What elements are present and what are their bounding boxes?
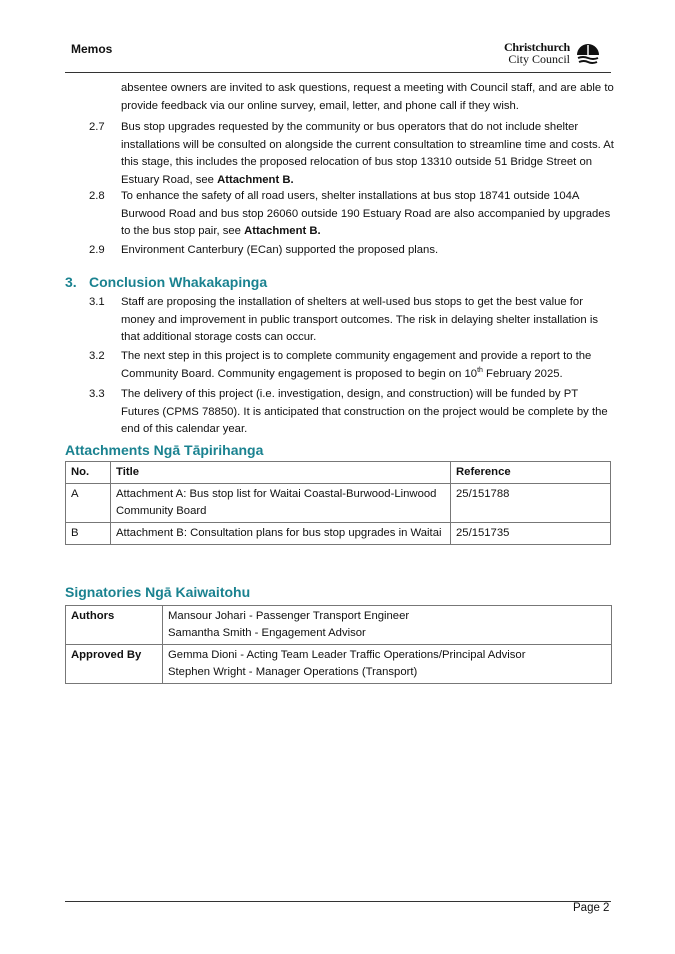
council-logo: [497, 41, 601, 67]
paragraph-text: Bus stop upgrades requested by the community or bus operators that do not include shelter installations will be consulted on alongside the current consultation to streamline time and costs. At this stage, this includes the proposed relocation of bus stop 13310 outside 51 Bridge Street on Estuary Road, see: [121, 121, 614, 186]
paragraph-number: 3.3: [89, 388, 105, 400]
lead-paragraph: absentee owners are invited to ask questions, request a meeting with Council staff, and are able to provide feedback via our online survey, email, letter, and phone call if they wish.: [121, 82, 614, 112]
signatory-line: Mansour Johari - Passenger Transport Engineer: [168, 610, 410, 622]
section-3-heading: [65, 274, 267, 290]
signatory-names: [163, 645, 612, 684]
signatories-table: [65, 605, 612, 684]
paragraph-2-7: [121, 119, 616, 189]
table-row: [66, 645, 612, 684]
table-cell: 25/151735: [451, 523, 611, 545]
paragraph-number: 3.1: [89, 296, 105, 308]
paragraph-2-8: [121, 188, 616, 241]
document-header-title: Memos: [71, 42, 113, 56]
table-header-row: [66, 462, 611, 484]
page-number: Page 2: [573, 902, 610, 914]
table-cell: A: [66, 484, 111, 523]
paragraph-number: 2.8: [89, 190, 105, 202]
paragraph-text: The next step in this project is to complete community engagement and provide a report to the Community Board. Community engagement is proposed to begin on 10: [121, 350, 592, 380]
table-row: [66, 523, 611, 545]
paragraph-3-2: [121, 348, 616, 383]
column-header: Reference: [451, 462, 611, 484]
signatory-role: Approved By: [66, 645, 163, 684]
table-cell: 25/151788: [451, 484, 611, 523]
table-row: [66, 606, 612, 645]
paragraph-3-3: The delivery of this project (i.e. investigation, design, and construction) will be funded by PT Futures (CPMS 78850). It is anticipated that construction on the project would be complete by the end of this calendar year.: [121, 388, 608, 435]
paragraph-number: 2.9: [89, 244, 105, 256]
paragraph-number: 2.7: [89, 121, 105, 133]
attachments-heading: Attachments Ngā Tāpirihanga: [65, 442, 264, 458]
signatories-heading: Signatories Ngā Kaiwaitohu: [65, 584, 251, 600]
attachment-reference: Attachment B.: [217, 173, 294, 186]
section-title: Conclusion Whakakapinga: [89, 274, 268, 290]
signatory-line: Samantha Smith - Engagement Advisor: [168, 627, 366, 639]
council-logo-icon: [575, 41, 601, 67]
header-divider: [65, 72, 611, 73]
table-cell: Attachment A: Bus stop list for Waitai Coastal-Burwood-Linwood Community Board: [111, 484, 451, 523]
signatory-line: Stephen Wright - Manager Operations (Transport): [168, 666, 418, 678]
paragraph-text: February 2025.: [482, 367, 563, 380]
footer-divider: [65, 901, 611, 902]
table-row: [66, 484, 611, 523]
table-cell: Attachment B: Consultation plans for bus stop upgrades in Waitai: [111, 523, 451, 545]
paragraph-3-1: Staff are proposing the installation of shelters at well-used bus stops to get the best value for money and improvement in public transport outcomes. The risk in delaying shelter installation is that additional storage costs can occur.: [121, 296, 599, 343]
signatory-names: [163, 606, 612, 645]
section-number: 3.: [65, 274, 77, 290]
signatory-line: Gemma Dioni - Acting Team Leader Traffic Operations/Principal Advisor: [168, 649, 526, 661]
table-cell: B: [66, 523, 111, 545]
paragraph-number: 3.2: [89, 350, 105, 362]
logo-line-1: Christchurch: [503, 40, 570, 54]
attachment-reference: Attachment B.: [244, 225, 321, 237]
column-header: Title: [111, 462, 451, 484]
attachments-table: [65, 461, 611, 545]
logo-line-2: City Council: [508, 52, 570, 66]
superscript: th: [477, 366, 483, 374]
paragraph-text: To enhance the safety of all road users, shelter installations at bus stop 18741 outside 104A Burwood Road and bus stop 26060 outside 190 Estuary Road are also accompanied by upgrades to the bus stop pair, see: [121, 190, 611, 237]
signatory-role: Authors: [66, 606, 163, 645]
paragraph-2-9: Environment Canterbury (ECan) supported the proposed plans.: [121, 244, 439, 256]
column-header: No.: [66, 462, 111, 484]
